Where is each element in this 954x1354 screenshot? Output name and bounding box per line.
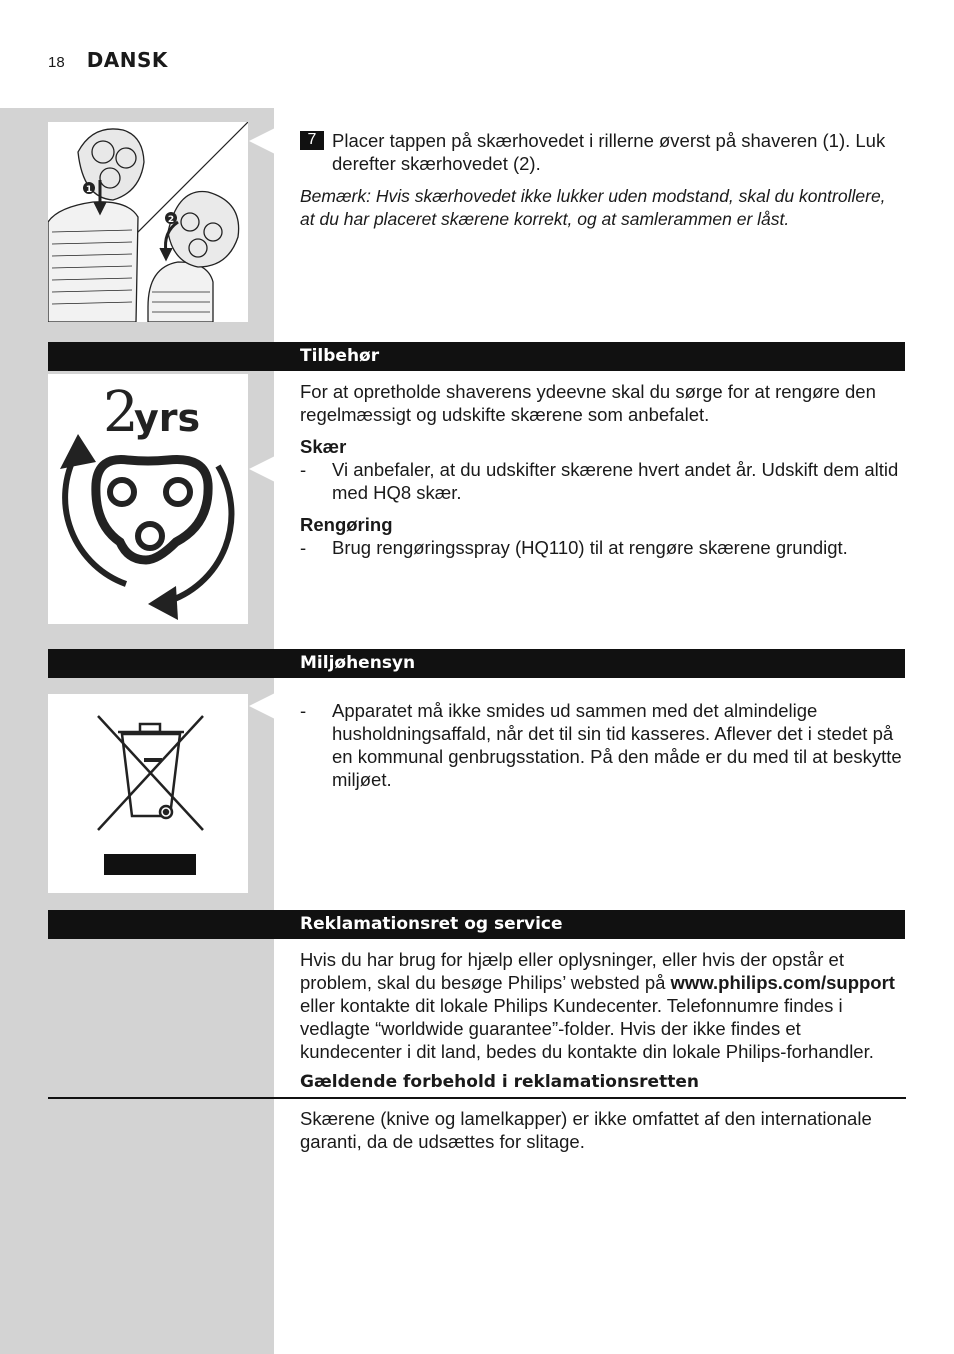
cleaning-heading: Rengøring bbox=[300, 514, 393, 535]
warranty-text-part2: eller kontakte dit lokale Philips Kundecenter. Telefonnumre findes i vedlagte “worldwide guarantee”-folder. Hvis der ikke findes et kundecenter i dit land, bedes du kontakte din lokale Philips-forhandler. bbox=[300, 995, 874, 1062]
section-bar-environment bbox=[48, 649, 905, 678]
cleaning-list-item bbox=[300, 536, 904, 559]
section-title-accessories: Tilbehør bbox=[300, 346, 380, 366]
dash-marker: - bbox=[300, 459, 307, 480]
cleaning-item-text: Brug rengøringsspray (HQ110) til at rengøre skærene grundigt. bbox=[332, 537, 848, 558]
warranty-exclusions-text: Skærene (knive og lamelkapper) er ikke omfattet af den internationale garanti, da de udsættes for slitage. bbox=[300, 1108, 872, 1152]
figure-pointer bbox=[249, 128, 275, 154]
shaver-head-illustration bbox=[48, 122, 248, 322]
environment-list-item bbox=[300, 699, 904, 791]
section-bar-warranty bbox=[48, 910, 905, 939]
callout-1: 1 bbox=[85, 185, 93, 195]
language-heading: DANSK bbox=[86, 48, 168, 72]
step-text: Placer tappen på skærhovedet i rillerne øverst på shaveren (1). Luk derefter skærhovedet (2). bbox=[332, 130, 886, 174]
accessories-block bbox=[300, 380, 904, 559]
icon-big-number: 2 bbox=[103, 380, 139, 445]
warranty-text-part1: Hvis du har brug for hjælp eller oplysninger, eller hvis der opstår et problem, skal du besøge Philips’ websted på bbox=[300, 949, 844, 993]
environment-item-text: Apparatet må ikke smides ud sammen med det almindelige husholdningsaffald, når det til sin tid kasseres. Aflever det i stedet på en kommunal genbrugsstation. På den måde er du med til at beskytte miljøet. bbox=[332, 700, 902, 790]
cutters-item-text: Vi anbefaler, at du udskifter skærene hvert andet år. Udskift dem altid med HQ8 skær. bbox=[332, 459, 899, 503]
callout-2: 2 bbox=[167, 215, 175, 225]
support-link[interactable]: www.philips.com/support bbox=[670, 972, 895, 993]
section-title-warranty: Reklamationsret og service bbox=[300, 914, 563, 934]
figure-pointer bbox=[249, 693, 275, 719]
step-note: Bemærk: Hvis skærhovedet ikke lukker uden modstand, skal du kontrollere, at du har placeret skærene korrekt, og at samlerammen er låst. bbox=[300, 186, 886, 229]
dash-marker: - bbox=[300, 537, 307, 558]
figure-pointer bbox=[249, 456, 275, 482]
crossed-out-bin-icon bbox=[48, 694, 248, 893]
two-year-replacement-icon bbox=[48, 374, 248, 624]
environment-block bbox=[300, 699, 904, 791]
subsection-title-warranty-exclusions: Gældende forbehold i reklamationsretten bbox=[300, 1072, 699, 1092]
step-7-block bbox=[300, 129, 904, 231]
cutters-list-item bbox=[300, 458, 904, 504]
dash-marker: - bbox=[300, 700, 307, 721]
step-number: 7 bbox=[300, 131, 324, 150]
accessories-intro: For at opretholde shaverens ydeevne skal du sørge for at rengøre den regelmæssigt og udskifte skærene som anbefalet. bbox=[300, 381, 876, 425]
icon-small-text: yrs bbox=[134, 396, 201, 440]
section-bar-accessories bbox=[48, 342, 905, 371]
section-title-environment: Miljøhensyn bbox=[300, 653, 416, 673]
cutters-heading: Skær bbox=[300, 436, 347, 457]
warranty-paragraph bbox=[300, 948, 904, 1063]
divider-line bbox=[48, 1097, 906, 1099]
page-header bbox=[48, 48, 168, 74]
page-number: 18 bbox=[48, 54, 65, 71]
